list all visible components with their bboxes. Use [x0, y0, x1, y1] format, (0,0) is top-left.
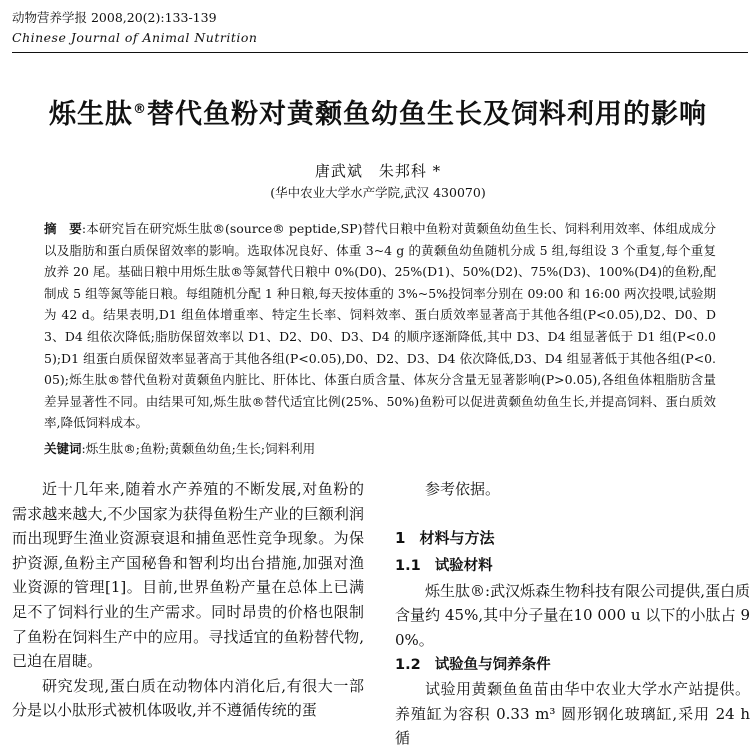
- materials-paragraph: 烁生肽®:武汉烁森生物科技有限公司提供,蛋白质含量约 45%,其中分子量在10 000 u 以下的小肽占 90%。: [395, 581, 750, 649]
- intro-paragraph-2: 研究发现,蛋白质在动物体内消化后,有很大一部分是以小肽形式被机体吸收,并不遵循传统的蛋: [12, 676, 364, 720]
- section-number: 1: [395, 528, 406, 547]
- section-title: 试验鱼与饲养条件: [434, 656, 551, 673]
- journal-header-en: Chinese Journal of Animal Nutrition: [12, 30, 258, 45]
- section-title: 材料与方法: [419, 528, 495, 547]
- intro-continuation: 参考依据。: [425, 480, 501, 498]
- paper-title: [0, 92, 756, 131]
- registered-mark: ®: [133, 102, 147, 117]
- abstract-text: :本研究旨在研究烁生肽®(source® peptide,SP)替代日粮中鱼粉对黄颡鱼幼鱼生长、饲料利用效率、体组成成分以及脂肪和蛋白质保留效率的影响。选取体况良好、体重 3~4 g 的黄颡鱼幼鱼随机分成 5 组,每组设 3 个重复,每个重复放养 20 尾。基础日粮中用烁生肽®等氮替代日粮中 0%(D0)、25%(D1)、50%(D2)、75%(D3)、100%(D4)的鱼粉,配制成 5 组等氮等能日粮。每组随机分配 1 种日粮,每天按体重的 3%~5%投饲率分别在 09:00 和 16:00 两次投喂,试验期为 42 d。结果表明,D1 组鱼体增重率、特定生长率、饲料效率、蛋白质效率显著高于其他各组(P<0.05),D2、D0、D3、D4 组依次降低;脂肪保留效率以 D1、D2、D0、D3、D4 的顺序逐渐降低,其中 D3、D4 组显著低于 D1 组(P<0.05);D1 组蛋白质保留效率显著高于其他各组(P<0.05),D0、D2、D3、D4 依次降低,D3、D4 组显著低于其他各组(P<0.05);烁生肽®替代鱼粉对黄颡鱼内脏比、肝体比、体蛋白质含量、体灰分含量无显著影响(P>0.05),各组鱼体粗脂肪含量差异显著性不同。由结果可知,烁生肽®替代适宜比例(25%、50%)鱼粉可以促进黄颡鱼幼鱼生长,并提高饲料、蛋白质效率,降低饲料成本。: [44, 221, 716, 431]
- title-part1: 烁生肽: [49, 99, 133, 130]
- header-rule: [12, 52, 748, 53]
- keywords-text: :烁生肽®;鱼粉;黄颡鱼幼鱼;生长;饲料利用: [81, 441, 316, 456]
- intro-paragraph-1: 近十几年来,随着水产养殖的不断发展,对鱼粉的需求越来越大,不少国家为获得鱼粉生产业的巨额利润而出现野生渔业资源衰退和捕鱼恶性竞争现象。为保护资源,鱼粉主产国秘鲁和智利均出台措施,加强对渔业资源的管理[1]。目前,世界鱼粉产量在总体上已满足不了饲料行业的生产需求。同时昂贵的价格也限制了鱼粉在饲料生产中的应用。寻找适宜的鱼粉替代物,已迫在眉睫。: [12, 480, 364, 671]
- title-part2: 替代鱼粉对黄颡鱼幼鱼生长及饲料利用的影响: [147, 99, 707, 130]
- keywords: [44, 439, 716, 457]
- body-column-left: [12, 477, 364, 723]
- journal-header-cn: 动物营养学报 2008,20(2):133-139: [12, 10, 217, 25]
- abstract: [44, 218, 716, 434]
- fish-conditions-paragraph: 试验用黄颡鱼鱼苗由华中农业大学水产站提供。养殖缸为容积 0.33 m³ 圆形钢化玻璃缸,采用 24 h 循: [395, 680, 750, 748]
- section-number: 1.1: [395, 558, 421, 575]
- section-number: 1.2: [395, 656, 421, 673]
- body-column-right: [395, 477, 750, 751]
- authors: 唐武斌 朱邦科 *: [314, 162, 442, 180]
- section-heading-1: [395, 526, 750, 551]
- section-title: 试验材料: [434, 558, 493, 575]
- section-heading-1-1: [395, 554, 750, 579]
- abstract-label: 摘 要: [44, 221, 82, 236]
- section-heading-1-2: [395, 653, 750, 678]
- affiliation: (华中农业大学水产学院,武汉 430070): [270, 185, 486, 200]
- keywords-label: 关键词: [44, 441, 82, 456]
